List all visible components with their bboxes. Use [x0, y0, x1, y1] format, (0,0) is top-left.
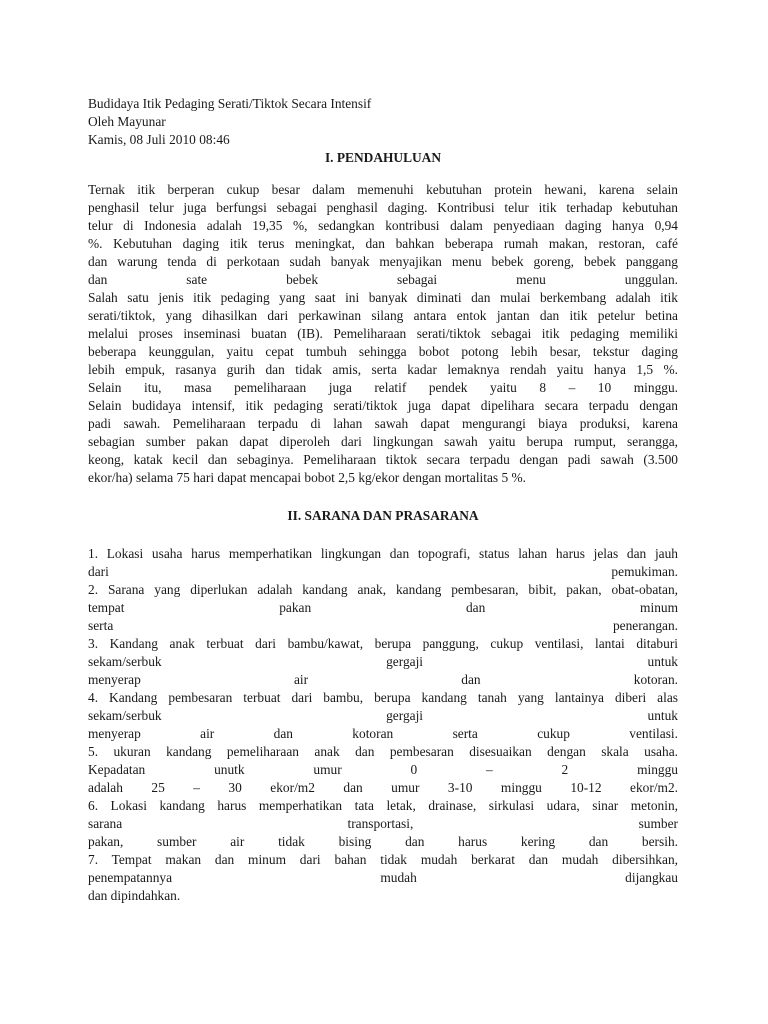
- list-line: 7. Tempat makan dan minum dari bahan tidak mudah berkarat dan mudah dibersihkan,: [88, 852, 678, 867]
- document-date: Kamis, 08 Juli 2010 08:46: [88, 132, 230, 147]
- paragraph-line: Salah satu jenis itik pedaging yang saat ini banyak diminati dan mulai berkembang adalah itik: [88, 290, 678, 305]
- list-line: dari pemukiman.: [88, 564, 678, 579]
- document-title: Budidaya Itik Pedaging Serati/Tiktok Secara Intensif: [88, 96, 372, 111]
- paragraph-line: padi sawah. Pemeliharaan terpadu di lahan sawah dapat mengurangi biaya produksi, karena: [88, 416, 678, 431]
- list-line: serta penerangan.: [88, 618, 678, 633]
- paragraph-line: telur di Indonesia adalah 19,35 %, sedangkan kontribusi dalam penyediaan daging hanya 0,94: [88, 218, 678, 233]
- list-line: 4. Kandang pembesaran terbuat dari bambu, berupa kandang tanah yang lantainya diberi alas: [88, 690, 678, 705]
- list-line: menyerap air dan kotoran.: [88, 672, 678, 687]
- list-line: 6. Lokasi kandang harus memperhatikan tata letak, drainase, sirkulasi udara, sinar metonin,: [88, 798, 678, 813]
- paragraph-line: sebagian sumber pakan dapat diperoleh dari lingkungan sawah yaitu berupa rumput, serangga,: [88, 434, 678, 449]
- list-line: 2. Sarana yang diperlukan adalah kandang anak, kandang pembesaran, bibit, pakan, obat-obatan,: [88, 582, 678, 597]
- list-line: sarana transportasi, sumber: [88, 816, 678, 831]
- paragraph-line: Selain itu, masa pemeliharaan juga relatif pendek yaitu 8 – 10 minggu.: [88, 380, 678, 395]
- section-body-sarana: [88, 545, 678, 905]
- list-line: adalah 25 – 30 ekor/m2 dan umur 3-10 minggu 10-12 ekor/m2.: [88, 780, 678, 795]
- paragraph-line: %. Kebutuhan daging itik terus meningkat, dan bahkan beberapa rumah makan, restoran, café: [88, 236, 678, 251]
- paragraph-line: Selain budidaya intensif, itik pedaging serati/tiktok juga dapat dipelihara secara terpadu dengan: [88, 398, 678, 413]
- list-line: tempat pakan dan minum: [88, 600, 678, 615]
- paragraph-line: melalui proses inseminasi buatan (IB). Pemeliharaan serati/tiktok sebagai itik pedaging memiliki: [88, 326, 678, 341]
- paragraph-line: Ternak itik berperan cukup besar dalam memenuhi kebutuhan protein hewani, karena selain: [88, 182, 678, 197]
- section-heading-pendahuluan: I. PENDAHULUAN: [324, 150, 442, 165]
- list-line: 5. ukuran kandang pemeliharaan anak dan pembesaran disesuaikan dengan skala usaha.: [88, 744, 678, 759]
- list-line: penempatannya mudah dijangkau: [88, 870, 678, 885]
- list-line: pakan, sumber air tidak bising dan harus kering dan bersih.: [88, 834, 678, 849]
- paragraph-line: dan warung tenda di perkotaan sudah banyak menyajikan menu bebek goreng, bebek panggang: [88, 254, 678, 269]
- section-heading-sarana: II. SARANA DAN PRASARANA: [287, 508, 479, 523]
- list-line: sekam/serbuk gergaji untuk: [88, 708, 678, 723]
- paragraph-line: ekor/ha) selama 75 hari dapat mencapai bobot 2,5 kg/ekor dengan mortalitas 5 %.: [88, 470, 527, 485]
- paragraph-line: lebih empuk, rasanya gurih dan tidak amis, serta kadar lemaknya rendah yaitu hanya 1,5 %.: [88, 362, 678, 377]
- section-body-pendahuluan: [88, 181, 678, 487]
- paragraph-line: keong, katak kecil dan sebaginya. Pemeliharaan tiktok secara terpadu dengan padi sawah (3.500: [88, 452, 678, 467]
- list-line: 1. Lokasi usaha harus memperhatikan lingkungan dan topografi, status lahan harus jelas dan jauh: [88, 546, 678, 561]
- list-line: menyerap air dan kotoran serta cukup ventilasi.: [88, 726, 678, 741]
- list-line: Kepadatan unutk umur 0 – 2 minggu: [88, 762, 678, 777]
- paragraph-line: serati/tiktok, yang dihasilkan dari perkawinan silang antara entok jantan dan itik petelur betina: [88, 308, 678, 323]
- paragraph-line: dan sate bebek sebagai menu unggulan.: [88, 272, 678, 287]
- paragraph-line: penghasil telur juga berfungsi sebagai penghasil daging. Kontribusi telur itik terhadap kebutuhan: [88, 200, 678, 215]
- list-line: dan dipindahkan.: [88, 888, 181, 903]
- paragraph-line: beberapa keunggulan, yaitu cepat tumbuh sehingga bobot potong lebih besar, tekstur daging: [88, 344, 678, 359]
- list-line: sekam/serbuk gergaji untuk: [88, 654, 678, 669]
- list-line: 3. Kandang anak terbuat dari bambu/kawat, berupa panggung, cukup ventilasi, lantai ditaburi: [88, 636, 678, 651]
- document-author: Oleh Mayunar: [88, 114, 166, 129]
- document-page: [88, 95, 678, 905]
